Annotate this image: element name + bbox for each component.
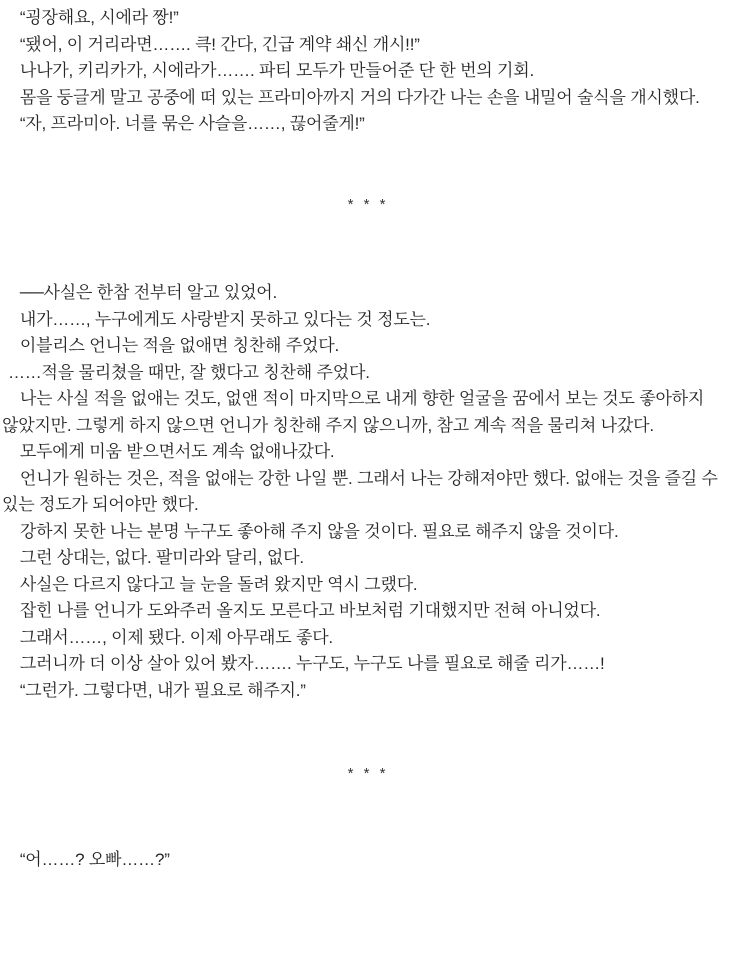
- paragraph: 그러니까 더 이상 살아 있어 봤자……. 누구도, 누구도 나를 필요로 해줄 리가……!: [19, 654, 605, 673]
- paragraph: 사실은 다르지 않다고 늘 눈을 돌려 왔지만 역시 그랬다.: [19, 574, 418, 594]
- paragraph: 그런 상대는, 없다. 팔미라와 달리, 없다.: [19, 548, 304, 567]
- paragraph: “굉장해요, 시에라 짱!”: [19, 8, 179, 27]
- scene-2: [2, 280, 734, 704]
- paragraph: ──사실은 한참 전부터 알고 있었어.: [19, 283, 278, 302]
- paragraph: 나나가, 키리카가, 시에라가……. 파티 모두가 만들어준 단 한 번의 기회.: [19, 61, 535, 80]
- paragraph: 언니가 원하는 것은, 적을 없애는 강한 나일 뿐. 그래서 나는 강해져야만 했다. 없애는 것을 즐길 수 있는 정도가 되어야만 했다.: [2, 468, 718, 514]
- paragraph: 내가……, 누구에게도 사랑받지 못하고 있다는 것 정도는.: [19, 309, 431, 329]
- paragraph: 몸을 둥글게 말고 공중에 떠 있는 프라미아까지 거의 다가간 나는 손을 내밀어 술식을 개시했다.: [19, 87, 700, 107]
- scene-break-separator: * * *: [347, 195, 389, 213]
- paragraph: 이블리스 언니는 적을 없애면 칭찬해 주었다.: [19, 336, 339, 355]
- paragraph: 나는 사실 적을 없애는 것도, 없앤 적이 마지막으로 내게 향한 얼굴을 꿈에서 보는 것도 좋아하지 않았지만. 그렇게 하지 않으면 언니가 칭찬해 주지 않으니까, 참고 계속 적을 물리쳐 나갔다.: [2, 389, 705, 435]
- paragraph: 강하지 못한 나는 분명 누구도 좋아해 주지 않을 것이다. 필요로 해주지 않을 것이다.: [19, 521, 619, 541]
- paragraph: ……적을 물리쳤을 때만, 잘 했다고 칭찬해 주었다.: [7, 362, 370, 382]
- scene-break-separator: * * *: [347, 765, 389, 782]
- scene-3: [2, 847, 734, 874]
- paragraph: 모두에게 미움 받으면서도 계속 없애나갔다.: [19, 442, 335, 461]
- paragraph: “그런가. 그렇다면, 내가 필요로 해주지.”: [19, 680, 306, 700]
- paragraph: “자, 프라미아. 너를 묶은 사슬을……, 끊어줄게!”: [19, 114, 365, 133]
- paragraph: “어……? 오빠……?”: [19, 849, 170, 869]
- scene-1: [2, 0, 734, 138]
- paragraph: 잡힌 나를 언니가 도와주러 올지도 모른다고 바보처럼 기대했지만 전혀 아니었다.: [19, 601, 601, 620]
- paragraph: “됐어, 이 거리라면……. 큭! 간다, 긴급 계약 쇄신 개시!!”: [19, 34, 420, 54]
- paragraph: 그래서……, 이제 됐다. 이제 아무래도 좋다.: [19, 627, 333, 647]
